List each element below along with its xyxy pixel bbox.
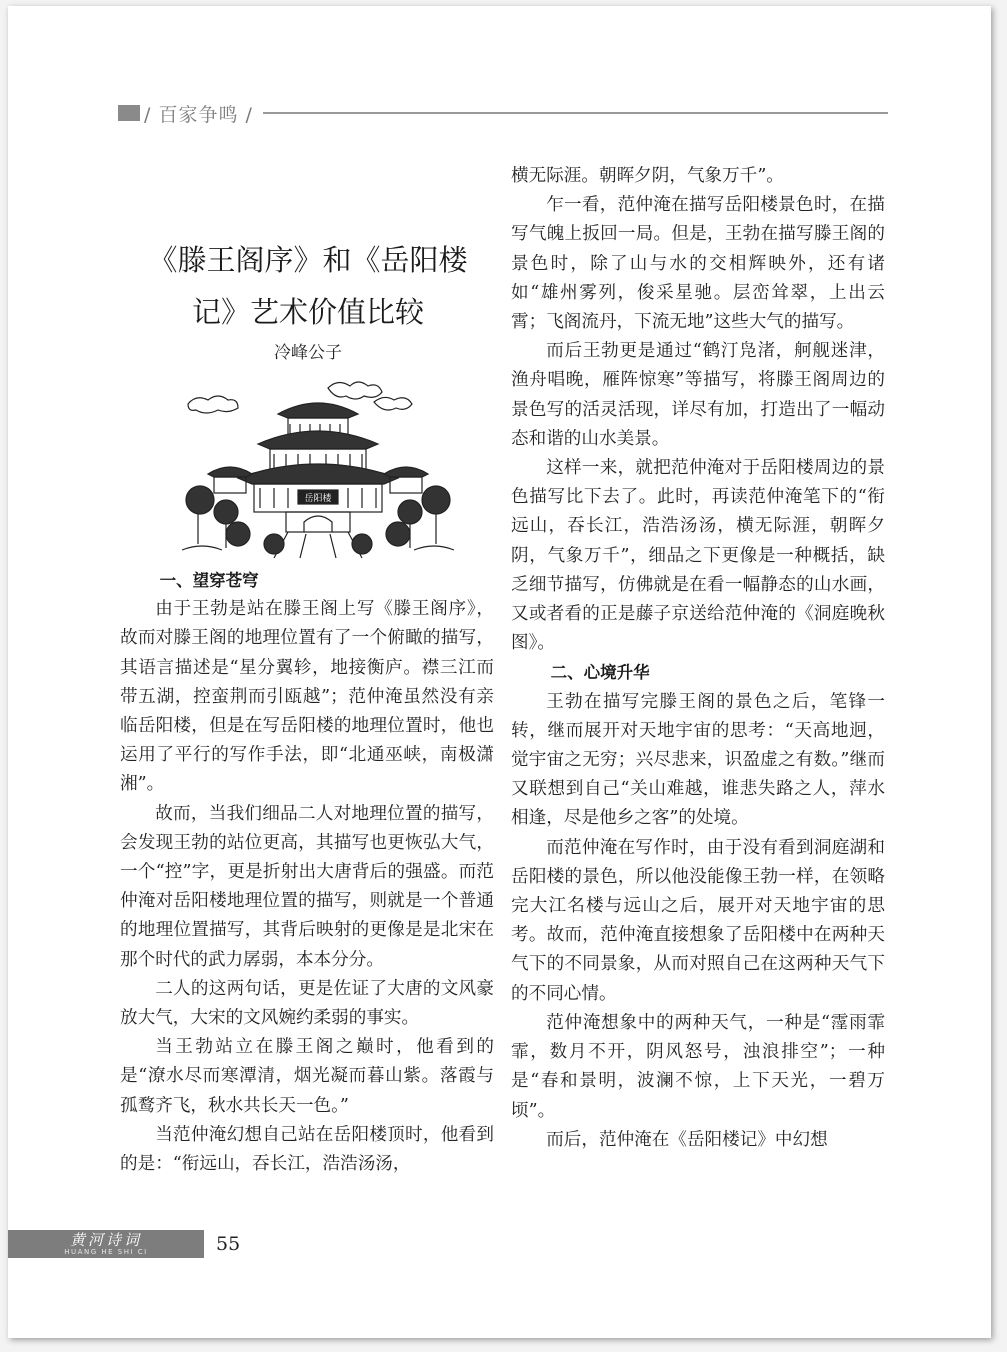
left-column — [120, 566, 494, 1179]
cloud-top — [328, 382, 382, 399]
right-paragraph-7: 而后，范仲淹在《岳阳楼记》中幻想 — [546, 1129, 828, 1150]
header-rule — [263, 112, 888, 114]
left-paragraph-4: 当王勃站立在滕王阁之巅时，他看到的是“潦水尽而寒潭清，烟光凝而暮山紫。落霞与孤鹜齐飞，秋水共长天一色。” — [120, 1037, 494, 1116]
journal-pinyin: HUANG HE SHI CI — [64, 1247, 148, 1256]
heading-section-2: 二、心境升华 — [550, 663, 650, 683]
right-column — [511, 162, 885, 1155]
right-paragraph-0: 横无际涯。朝晖夕阴，气象万千”。 — [511, 166, 784, 186]
section-title: / 百家争鸣 / — [144, 103, 253, 126]
article-title — [123, 234, 493, 338]
article-title-line-2: 记》艺术价值比较 — [191, 295, 424, 329]
article-author: 冷峰公子 — [274, 343, 342, 363]
article-title-line-1: 《滕王阁序》和《岳阳楼 — [148, 243, 468, 277]
magazine-page — [8, 6, 991, 1338]
left-paragraph-5: 当范仲淹幻想自己站在岳阳楼顶时，他看到的是：“衔远山，吞长江，浩浩汤汤， — [120, 1124, 494, 1175]
cloud-right — [374, 397, 412, 410]
right-paragraph-1: 乍一看，范仲淹在描写岳阳楼景色时，在描写气魄上扳回一局。但是，王勃在描写滕王阁的景色时，除了山与水的交相辉映外，还有诸如“雄州雾列，俊采星驰。层峦耸翠，上出云霄；飞阁流丹，下流无地”这些大气的描写。 — [511, 195, 885, 333]
page-number: 55 — [216, 1233, 241, 1255]
header-block-mark — [118, 105, 140, 121]
right-paragraph-6: 范仲淹想象中的两种天气，一种是“霪雨霏霏，数月不开，阴风怒号，浊浪排空”；一种是“春和景明，波澜不惊，上下天光，一碧万顷”。 — [511, 1012, 885, 1121]
right-paragraph-3: 这样一来，就把范仲淹对于岳阳楼周边的景色描写比下去了。此时，再读范仲淹笔下的“衔远山，吞长江，浩浩汤汤，横无际涯，朝晖夕阴，气象万千”，细品之下更像是一种概括，缺乏细节描写，仿佛就是在看一幅静态的山水画，又或者看的正是藤子京送给范仲淹的《洞庭晚秋图》。 — [511, 458, 885, 654]
right-paragraph-5: 而范仲淹在写作时，由于没有看到洞庭湖和岳阳楼的景色，所以他没能像王勃一样，在领略完大江名楼与远山之后，展开对天地宇宙的思考。故而，范仲淹直接想象了岳阳楼中在两种天气下的不同景象，从而对照自己在这两种天气下的不同心情。 — [511, 837, 885, 1004]
section-header — [118, 98, 888, 128]
yueyang-tower-illustration — [178, 374, 458, 560]
right-paragraph-2: 而后王勃更是通过“鹤汀凫渚，舸舰迷津，渔舟唱晚，雁阵惊寒”等描写，将滕王阁周边的景色写的活灵活现，详尽有加，打造出了一幅动态和谐的山水美景。 — [511, 341, 885, 449]
heading-section-1: 一、望穿苍穹 — [159, 571, 259, 590]
journal-name: 黄河诗词 — [69, 1230, 142, 1249]
cloud-left — [188, 396, 238, 413]
right-paragraph-4: 王勃在描写完滕王阁的景色之后，笔锋一转，继而展开对天地宇宙的思考：“天高地迥，觉宇宙之无穷；兴尽悲来，识盈虚之有数。”继而又联想到自己“关山难越，谁悲失路之人，萍水相逢，尽是他乡之客”的处境。 — [511, 691, 885, 829]
tower-plaque-text: 岳阳楼 — [304, 494, 332, 504]
journal-logo-band — [8, 1230, 204, 1258]
left-paragraph-2: 故而，当我们细品二人对地理位置的描写，会发现王勃的站位更高，其描写也更恢弘大气，一个“控”字，更是折射出大唐背后的强盛。而范仲淹对岳阳楼地理位置的描写，则就是一个普通的地理位置描写，其背后映射的更像是是北宋在那个时代的武力孱弱，本本分分。 — [120, 803, 494, 970]
left-paragraph-1: 由于王勃是站在滕王阁上写《滕王阁序》，故而对滕王阁的地理位置有了一个俯瞰的描写，其语言描述是“星分翼轸，地接衡庐。襟三江而带五湖，控蛮荆而引瓯越”；范仲淹虽然没有亲临岳阳楼，但是在写岳阳楼的地理位置时，他也运用了平行的写作手法，即“北通巫峡，南极潇湘”。 — [120, 599, 494, 795]
left-paragraph-3: 二人的这两句话，更是佐证了大唐的文风豪放大气，大宋的文风婉约柔弱的事实。 — [120, 978, 494, 1029]
